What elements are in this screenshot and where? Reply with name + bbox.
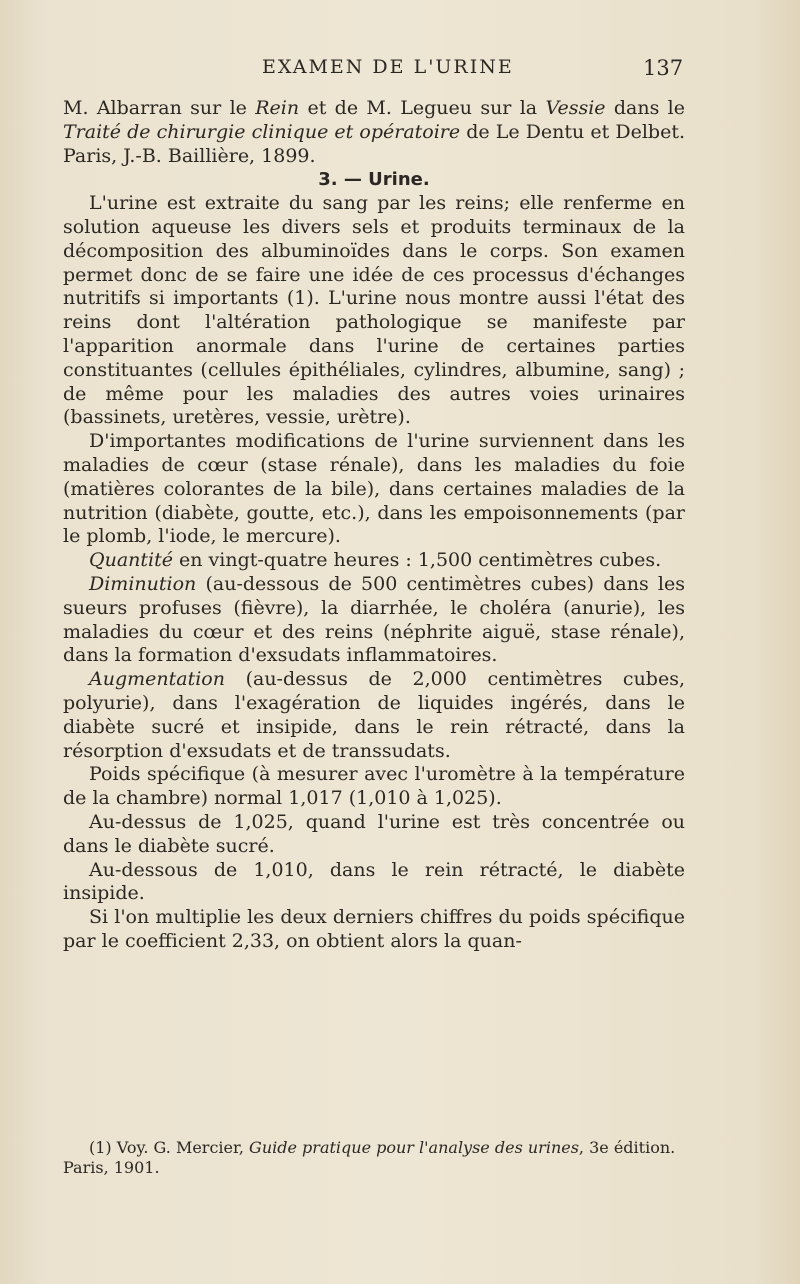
paragraph-augmentation: Augmentation (au-dessus de 2,000 centimètres cubes, polyurie), dans l'exagération de liquides ingérés, dans le diabète sucré et insipide, dans le rein rétracté, dans la résorption d'exsudats et de transsudats.	[63, 668, 685, 762]
paragraph-intro: L'urine est extraite du sang par les reins; elle renferme en solution aqueuse les divers sels et produits terminaux de la décomposition des albuminoïdes dans le corps. Son examen permet donc de se faire une idée de ces processus d'échanges nutritifs si importants (1). L'urine nous montre aussi l'état des reins dont l'altération pathologique se manifeste par l'apparition anormale dans l'urine de certaines parties constituantes (cellules épithéliales, cylindres, albumine, sang) ; de même pour les maladies des autres voies urinaires (bassinets, uretères, vessie, urètre).	[63, 192, 685, 429]
term-quantite: Quantité	[89, 549, 173, 572]
paragraph-diminution: Diminution (au-dessous de 500 centimètres cubes) dans les sueurs profuses (fièvre), la diarrhée, le choléra (anurie), les maladies du cœur et des reins (néphrite aiguë, stase rénale), dans la formation d'exsudats inflammatoires.	[63, 572, 685, 667]
running-head	[0, 56, 800, 86]
paragraph-coefficient: Si l'on multiplie les deux derniers chiffres du poids spécifique par le coefficient 2,33, on obtient alors la quan-	[63, 906, 685, 952]
section-title: 3. — Urine.	[318, 169, 430, 191]
italic-vessie: Vessie	[545, 97, 606, 119]
paragraph-au-dessous: Au-dessous de 1,010, dans le rein rétracté, le diabète insipide.	[63, 858, 685, 905]
footnote	[63, 1138, 685, 1178]
italic-traite: Traité de chirurgie clinique et opératoire	[63, 120, 461, 143]
paragraph-quantite: Quantité en vingt-quatre heures : 1,500 centimètres cubes.	[89, 549, 662, 572]
term-augmentation: Augmentation	[89, 668, 225, 691]
footnote-text: (1) Voy. G. Mercier, Guide pratique pour l'analyse des urines, 3e édition. Paris, 1901.	[63, 1138, 676, 1177]
paragraph-modifications: D'importantes modifications de l'urine surviennent dans les maladies de cœur (stase rénale), dans les maladies du foie (matières colorantes de la bile), dans certaines maladies de la nutrition (diabète, goutte, etc.), dans les empoisonnements (par le plomb, l'iode, le mercure).	[63, 430, 685, 548]
body-text	[63, 97, 685, 954]
footnote-book-title: Guide pratique pour l'analyse des urines	[249, 1138, 579, 1157]
page-number: 137	[643, 56, 684, 80]
running-title: EXAMEN DE L'URINE	[262, 56, 514, 78]
italic-rein: Rein	[255, 97, 300, 119]
paragraph-au-dessus: Au-dessus de 1,025, quand l'urine est très concentrée ou dans le diabète sucré.	[63, 810, 685, 857]
paragraph-poids-specifique: Poids spécifique (à mesurer avec l'uromètre à la température de la chambre) normal 1,017 (1,010 à 1,025).	[63, 763, 685, 810]
term-diminution: Diminution	[89, 572, 197, 595]
bibliography-continuation: M. Albarran sur le Rein et de M. Legueu sur la Vessie dans le Traité de chirurgie clinique et opératoire de Le Dentu et Delbet. Paris, J.-B. Baillière, 1899.	[63, 97, 685, 167]
